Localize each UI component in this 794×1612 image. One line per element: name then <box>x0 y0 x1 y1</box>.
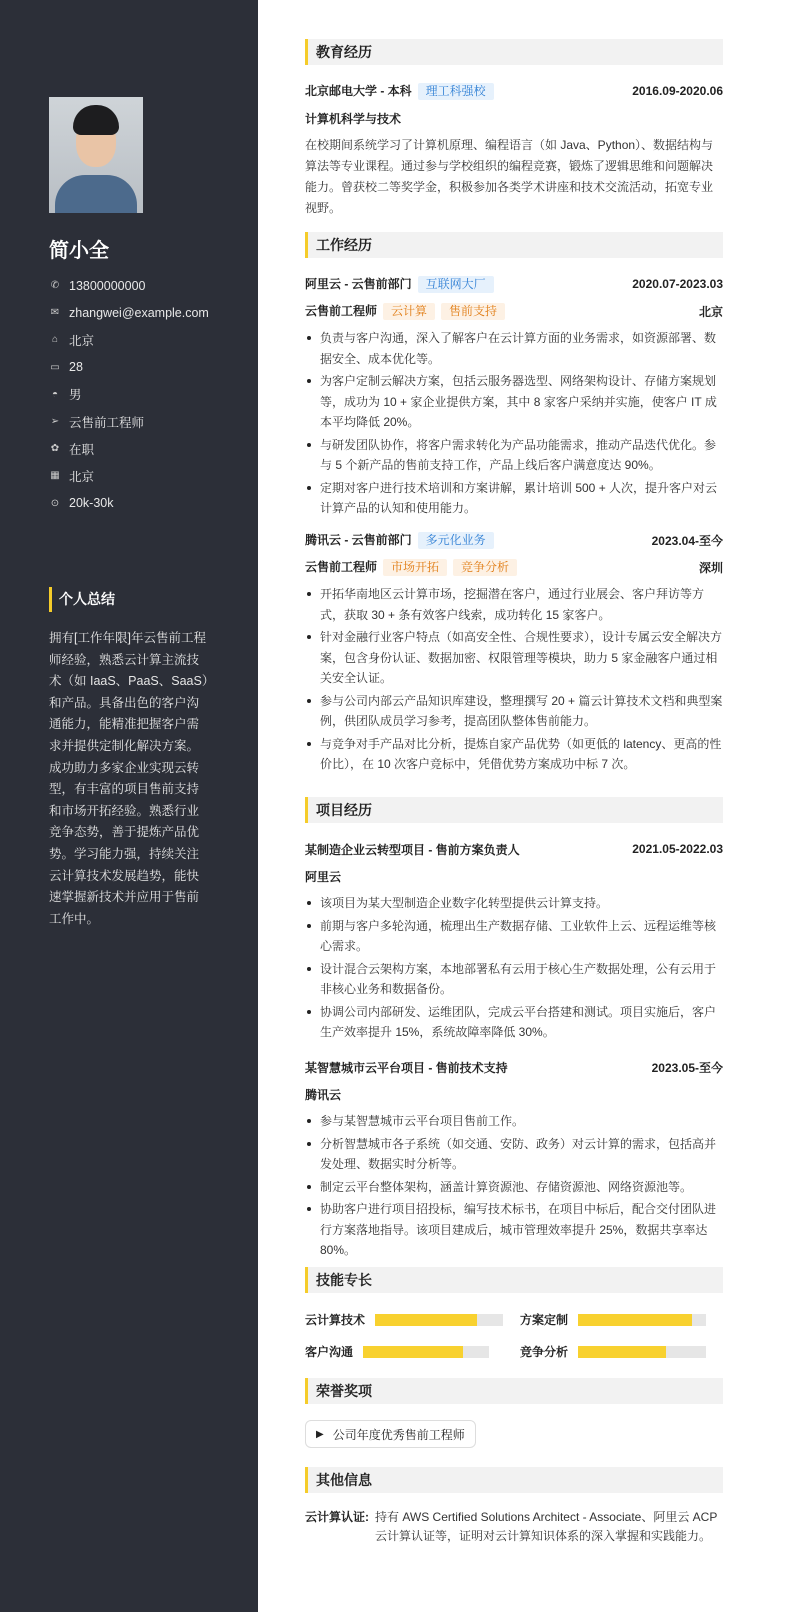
bullet: 开拓华南地区云计算市场，挖掘潜在客户，通过行业展会、客户拜访等方式，获取 30 + 条有效客户线索，成功转化 15 家客户。 <box>305 584 723 625</box>
project-org: 阿里云 <box>305 869 342 884</box>
bullet: 协助客户进行项目招投标，编写技术标书，在项目中标后，配合交付团队进行方案落地指导。该项目建成后，城市管理效率提升 25%，数据共享率达 80%。 <box>305 1199 723 1261</box>
bullet: 与竞争对手产品对比分析，提炼自家产品优势（如更低的 latency、更高的性价比），在 10 次客户竞标中，凭借优势方案成功中标 7 次。 <box>305 734 723 775</box>
skill-name: 方案定制 <box>520 1313 569 1327</box>
skill-bar <box>363 1346 489 1358</box>
building-icon: ▦ <box>50 470 60 482</box>
candidate-name: 简小全 <box>49 240 109 262</box>
project-org: 腾讯云 <box>305 1087 342 1102</box>
salary-icon: ⊙ <box>50 497 60 509</box>
skill-name: 竞争分析 <box>520 1345 569 1359</box>
major: 计算机科学与技术 <box>305 111 402 126</box>
other-heading: 其他信息 <box>305 1467 723 1493</box>
skill <box>305 1343 489 1360</box>
project-date: 2021.05-2022.03 <box>632 842 723 856</box>
status-icon: ✿ <box>50 443 60 455</box>
email-icon: ✉ <box>50 307 60 319</box>
honors-heading: 荣誉奖项 <box>305 1378 723 1404</box>
hometown: 北京 <box>69 333 95 348</box>
skill-bar-fill <box>375 1314 477 1326</box>
bullet: 该项目为某大型制造企业数字化转型提供云计算支持。 <box>305 893 723 914</box>
bullet: 协调公司内部研发、运维团队，完成云平台搭建和测试。项目实施后，客户生产效率提升 15%，系统故障率降低 30%。 <box>305 1002 723 1043</box>
job-entry <box>305 531 723 777</box>
project-entry <box>305 1058 723 1263</box>
bullet: 分析智慧城市各子系统（如交通、安防、政务）对云计算的需求，包括高并发处理、数据实时分析等。 <box>305 1134 723 1175</box>
bullet: 为客户定制云解决方案，包括云服务器选型、网络架构设计、存储方案规划等，成功为 10 + 家企业提供方案，其中 8 家客户采纳并实施，使客户 IT 成本平均降低 20%。 <box>305 371 723 433</box>
bullet: 制定云平台整体架构，涵盖计算资源池、存储资源池、网络资源池等。 <box>305 1177 723 1198</box>
company-tag: 多元化业务 <box>418 532 494 549</box>
play-icon: ▶ <box>316 1428 324 1440</box>
home-icon: ⌂ <box>51 334 59 346</box>
bullet: 负责与客户沟通，深入了解客户在云计算方面的业务需求，如资源部署、数据安全、成本优化等。 <box>305 328 723 369</box>
other-entry <box>305 1508 723 1546</box>
other-text: 持有 AWS Certified Solutions Architect - Associate、阿里云 ACP 云计算认证等，证明对云计算知识体系的深入掌握和实践能力。 <box>375 1510 718 1543</box>
company: 阿里云 - 云售前部门 <box>305 277 412 291</box>
contact-info <box>49 272 209 517</box>
projects-heading: 项目经历 <box>305 797 723 823</box>
city: 北京 <box>69 469 95 484</box>
edu-date: 2016.09-2020.06 <box>632 84 723 98</box>
job-date: 2023.04-至今 <box>651 533 723 548</box>
job-city: 北京 <box>698 304 723 319</box>
profile-photo <box>49 97 143 213</box>
other-label: 云计算认证: <box>305 1510 369 1524</box>
role-tag: 竞争分析 <box>453 559 517 576</box>
bullet: 设计混合云架构方案，本地部署私有云用于核心生产数据处理，公有云用于非核心业务和数据备份。 <box>305 959 723 1000</box>
gender-icon: ◓ <box>51 388 59 400</box>
role: 云售前工程师 <box>305 304 378 318</box>
bullet: 参与某智慧城市云平台项目售前工作。 <box>305 1111 723 1132</box>
position: 云售前工程师 <box>69 415 145 430</box>
job-city: 深圳 <box>698 560 723 575</box>
summary-text: 拥有[工作年限]年云售前工程师经验，熟悉云计算主流技术（如 IaaS、PaaS、SaaS）和产品。具备出色的客户沟通能力，能精准把握客户需求并提供定制化解决方案。成功助力多家企业实现云转型，有丰富的项目售前支持和市场开拓经验。熟悉行业竞争态势，善于提炼产品优势。学习能力强，持续关注云计算技术发展趋势，能快速掌握新技术并应用于售前工作中。 <box>49 631 209 926</box>
company-tag: 互联网大厂 <box>418 276 494 293</box>
bullet: 与研发团队协作，将客户需求转化为产品功能需求，推动产品迭代优化。参与 5 个新产品的售前支持工作，产品上线后客户满意度达 90%。 <box>305 435 723 476</box>
school: 北京邮电大学 - 本科 <box>305 84 412 98</box>
skill-name: 云计算技术 <box>305 1313 366 1327</box>
status: 在职 <box>69 442 95 457</box>
skill-bar-fill <box>578 1346 666 1358</box>
role: 云售前工程师 <box>305 560 378 574</box>
email[interactable]: zhangwei@example.com <box>69 305 209 320</box>
award-label: 公司年度优秀售前工程师 <box>332 1427 465 1442</box>
skill <box>305 1311 503 1328</box>
project-entry <box>305 840 723 1045</box>
skills-heading: 技能专长 <box>305 1267 723 1293</box>
phone: 13800000000 <box>69 278 146 293</box>
role-tag: 市场开拓 <box>383 559 447 576</box>
skill <box>520 1311 706 1328</box>
work-heading: 工作经历 <box>305 232 723 258</box>
skill <box>520 1343 706 1360</box>
company: 腾讯云 - 云售前部门 <box>305 533 412 547</box>
project-name: 某智慧城市云平台项目 - 售前技术支持 <box>305 1060 508 1075</box>
skill-bar <box>578 1346 706 1358</box>
bullet: 前期与客户多轮沟通，梳理出生产数据存储、工业软件上云、远程运维等核心需求。 <box>305 916 723 957</box>
skill-bar <box>375 1314 503 1326</box>
education-entry <box>305 82 723 219</box>
job-entry <box>305 275 723 521</box>
bullet: 参与公司内部云产品知识库建设，整理撰写 20 + 篇云计算技术文档和典型案例，供团队成员学习参考，提高团队整体售前能力。 <box>305 691 723 732</box>
phone-icon: ✆ <box>50 280 60 292</box>
project-name: 某制造企业云转型项目 - 售前方案负责人 <box>305 842 520 857</box>
send-icon: ➢ <box>50 416 60 428</box>
cake-icon: ▭ <box>50 361 60 373</box>
job-date: 2020.07-2023.03 <box>632 277 723 291</box>
sidebar <box>0 0 258 1612</box>
bullet: 针对金融行业客户特点（如高安全性、合规性要求），设计专属云安全解决方案，包含身份认证、数据加密、权限管理等模块，助力 5 家金融客户通过相关安全认证。 <box>305 627 723 689</box>
role-tag: 云计算 <box>383 303 435 320</box>
edu-desc: 在校期间系统学习了计算机原理、编程语言（如 Java、Python）、数据结构与算法等专业课程。通过参与学校组织的编程竞赛，锻炼了逻辑思维和问题解决能力。曾获校二等奖学金，积极参加各类学术讲座和技术交流活动，拓宽专业视野。 <box>305 138 714 215</box>
award-item[interactable] <box>305 1420 476 1448</box>
bullet: 定期对客户进行技术培训和方案讲解，累计培训 500 + 人次，提升客户对云计算产品的认知和使用能力。 <box>305 478 723 519</box>
salary: 20k-30k <box>69 496 114 511</box>
skill-name: 客户沟通 <box>305 1345 354 1359</box>
gender: 男 <box>69 388 82 403</box>
age: 28 <box>69 360 83 375</box>
summary-heading: 个人总结 <box>49 587 115 612</box>
skill-bar-fill <box>363 1346 463 1358</box>
role-tag: 售前支持 <box>441 303 505 320</box>
school-tag: 理工科强校 <box>418 83 494 100</box>
education-heading: 教育经历 <box>305 39 723 65</box>
skill-bar <box>578 1314 706 1326</box>
project-date: 2023.05-至今 <box>651 1060 723 1075</box>
skill-bar-fill <box>578 1314 692 1326</box>
